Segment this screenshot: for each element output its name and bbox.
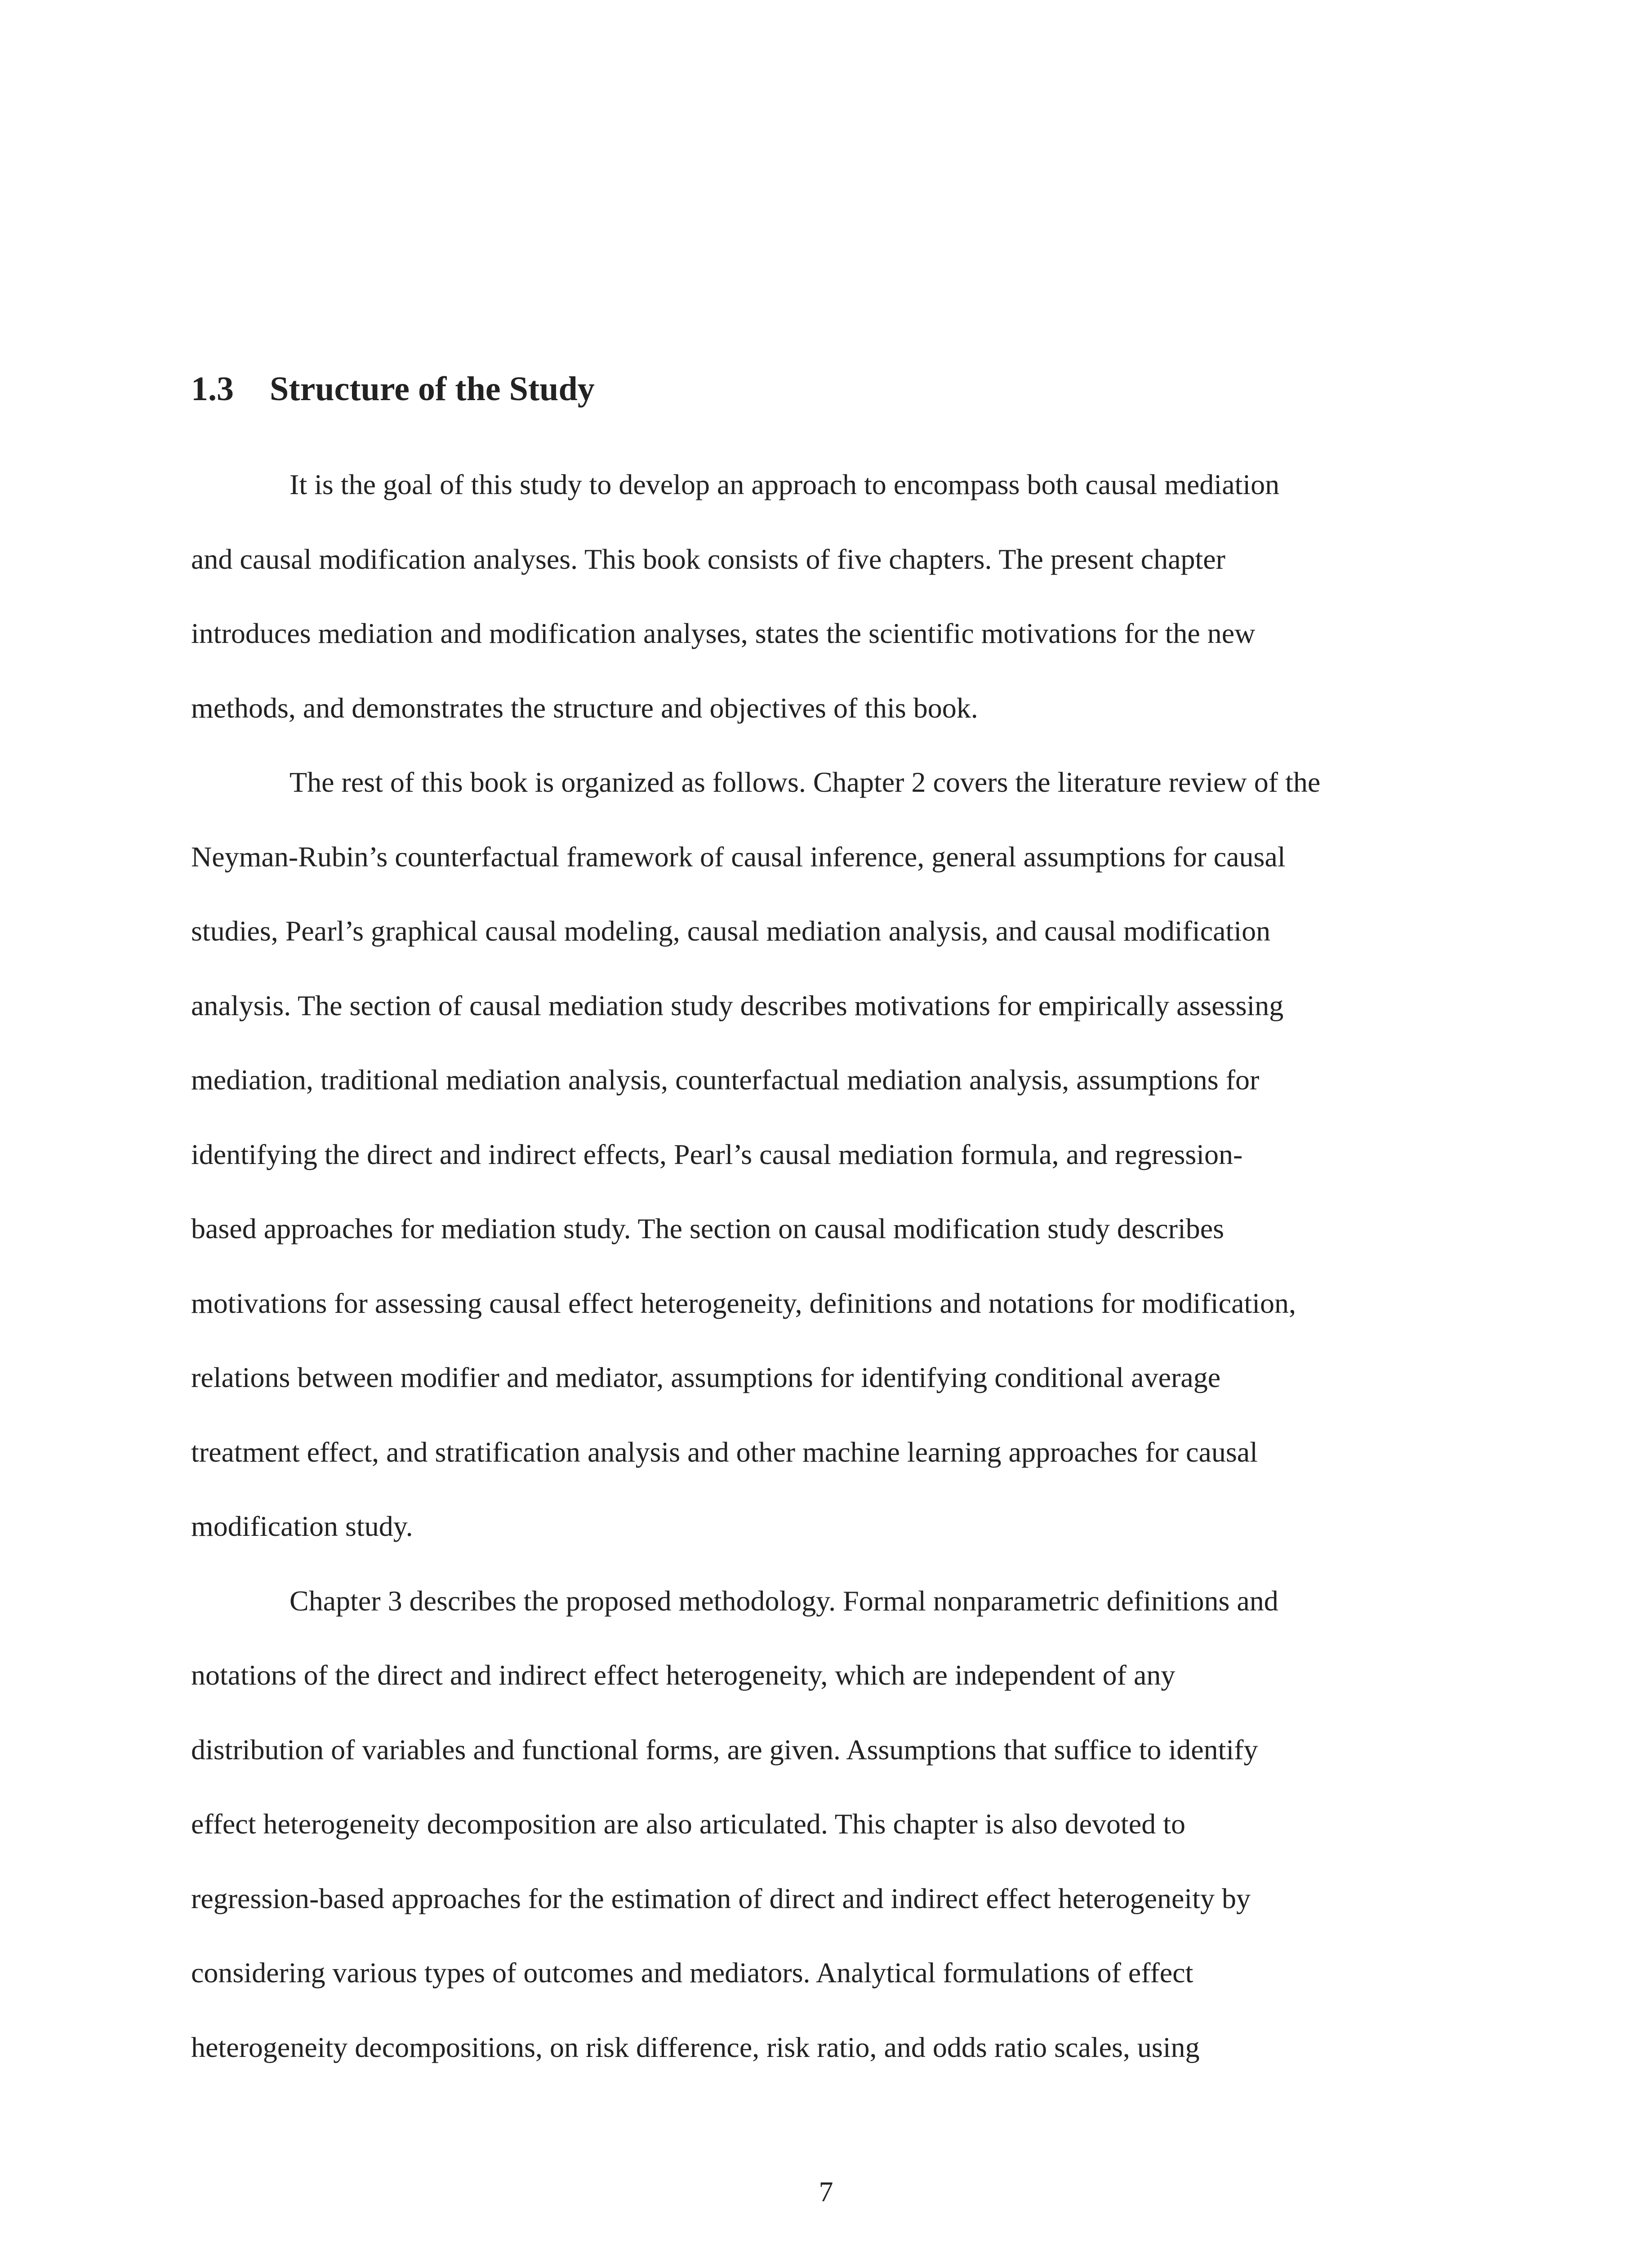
text-line: treatment effect, and stratification analysis and other machine learning approaches for causal bbox=[191, 1436, 1258, 1468]
section-heading bbox=[191, 366, 595, 411]
text-line: studies, Pearl’s graphical causal modeling, causal mediation analysis, and causal modification bbox=[191, 915, 1271, 947]
text-line: mediation, traditional mediation analysis, counterfactual mediation analysis, assumptions for bbox=[191, 1064, 1260, 1096]
section-title: Structure of the Study bbox=[270, 370, 595, 408]
text-line: introduces mediation and modification analyses, states the scientific motivations for the new bbox=[191, 617, 1256, 649]
text-line: modification study. bbox=[191, 1510, 413, 1542]
page-number: 7 bbox=[819, 2176, 833, 2208]
text-line: considering various types of outcomes and mediators. Analytical formulations of effect bbox=[191, 1957, 1193, 1989]
text-line: motivations for assessing causal effect heterogeneity, definitions and notations for modification, bbox=[191, 1287, 1296, 1319]
text-line: and causal modification analyses. This book consists of five chapters. The present chapter bbox=[191, 543, 1225, 575]
text-line: regression-based approaches for the estimation of direct and indirect effect heterogeneity by bbox=[191, 1882, 1251, 1914]
text-line: distribution of variables and functional forms, are given. Assumptions that suffice to identify bbox=[191, 1733, 1258, 1766]
text-line: Chapter 3 describes the proposed methodology. Formal nonparametric definitions and bbox=[289, 1584, 1278, 1617]
text-line: heterogeneity decompositions, on risk difference, risk ratio, and odds ratio scales, using bbox=[191, 2031, 1200, 2063]
text-line: analysis. The section of causal mediation study describes motivations for empirically assessing bbox=[191, 989, 1284, 1021]
text-line: Neyman-Rubin’s counterfactual framework of causal inference, general assumptions for causal bbox=[191, 840, 1286, 873]
text-line: methods, and demonstrates the structure and objectives of this book. bbox=[191, 691, 978, 724]
text-line: notations of the direct and indirect effect heterogeneity, which are independent of any bbox=[191, 1659, 1176, 1691]
text-line: identifying the direct and indirect effects, Pearl’s causal mediation formula, and regression- bbox=[191, 1138, 1243, 1170]
text-line: The rest of this book is organized as follows. Chapter 2 covers the literature review of the bbox=[289, 766, 1321, 798]
body-text bbox=[191, 447, 1463, 2084]
section-number: 1.3 bbox=[191, 370, 234, 408]
text-line: It is the goal of this study to develop an approach to encompass both causal mediation bbox=[289, 468, 1280, 500]
text-line: relations between modifier and mediator, assumptions for identifying conditional average bbox=[191, 1361, 1221, 1393]
text-line: based approaches for mediation study. The section on causal modification study describes bbox=[191, 1213, 1225, 1244]
text-line: effect heterogeneity decomposition are also articulated. This chapter is also devoted to bbox=[191, 1808, 1185, 1840]
